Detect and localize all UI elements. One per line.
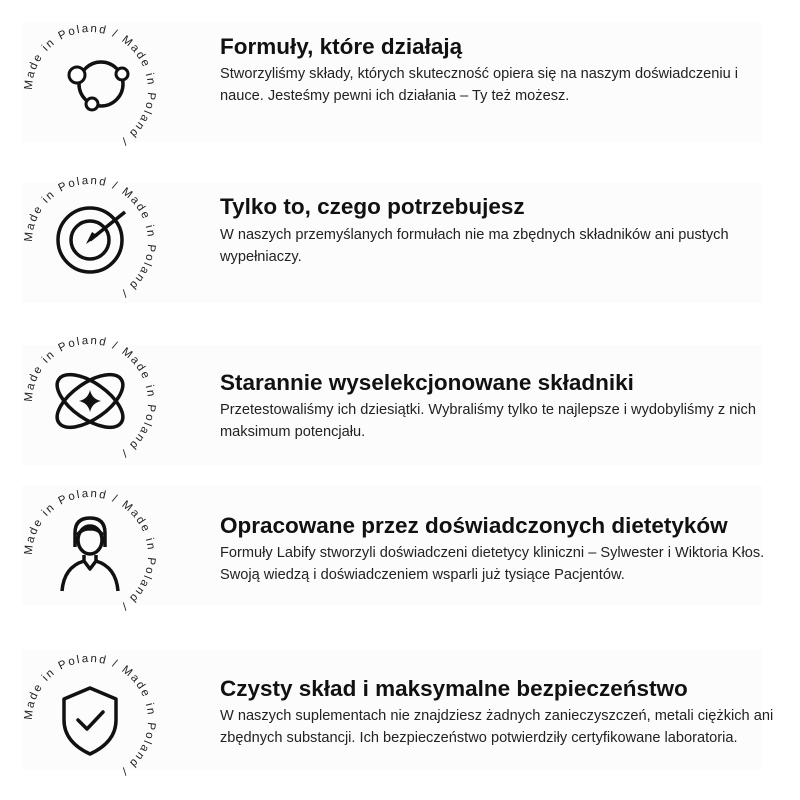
feature-item	[0, 332, 800, 472]
made-in-poland-badge	[20, 172, 160, 312]
shield-check-icon	[64, 688, 116, 754]
feature-description: Formuły Labify stworzyli doświadczeni dietetycy kliniczni – Sylwester i Wiktoria Kłos. Swoją wiedzą i doświadczeniem wsparli już tysiące Pacjentów.	[220, 545, 765, 583]
target-icon	[58, 208, 125, 272]
molecule-icon	[69, 62, 128, 110]
badge-ring-text: Made in Poland / Made in Poland /	[22, 334, 158, 460]
feature-description: Przetestowaliśmy ich dziesiątki. Wybraliśmy tylko te najlepsze i wydobyliśmy z nich maksimum potencjału.	[220, 402, 756, 440]
feature-title: Starannie wyselekcjonowane składniki	[220, 370, 634, 395]
badge-ring-text: Made in Poland / Made in Poland /	[22, 174, 158, 300]
orbit-icon	[49, 364, 132, 437]
feature-description: W naszych przemyślanych formułach nie ma zbędnych składników ani pustych wypełniaczy.	[220, 227, 729, 265]
feature-description: Stworzyliśmy składy, których skuteczność opiera się na naszym doświadczeniu i nauce. Jesteśmy pewni ich działania – Ty też możesz.	[220, 66, 739, 104]
made-in-poland-badge-graphic	[20, 20, 160, 160]
feature-title: Opracowane przez doświadczonych dietetyków	[220, 513, 728, 538]
feature-item	[0, 485, 800, 625]
badge-ring-text: Made in Poland / Made in Poland /	[22, 22, 158, 148]
feature-item	[0, 650, 800, 790]
made-in-poland-badge	[20, 332, 160, 472]
made-in-poland-badge	[20, 20, 160, 160]
feature-description: W naszych suplementach nie znajdziesz żadnych zanieczyszczeń, metali ciężkich ani zbędnych substancji. Ich bezpieczeństwo potwierdziły certyfikowane laboratoria.	[220, 708, 774, 746]
feature-item	[0, 20, 800, 160]
made-in-poland-badge-graphic	[20, 172, 160, 312]
dietitian-icon	[62, 518, 118, 591]
made-in-poland-badge-graphic	[20, 650, 160, 790]
feature-title: Tylko to, czego potrzebujesz	[220, 194, 525, 219]
badge-ring-text: Made in Poland / Made in Poland /	[22, 487, 158, 613]
feature-item	[0, 172, 800, 312]
made-in-poland-badge-graphic	[20, 485, 160, 625]
made-in-poland-badge	[20, 485, 160, 625]
badge-ring-text: Made in Poland / Made in Poland /	[22, 652, 158, 778]
feature-title: Formuły, które działają	[220, 34, 463, 59]
made-in-poland-badge	[20, 650, 160, 790]
made-in-poland-badge-graphic	[20, 332, 160, 472]
feature-title: Czysty skład i maksymalne bezpieczeństwo	[220, 676, 688, 701]
